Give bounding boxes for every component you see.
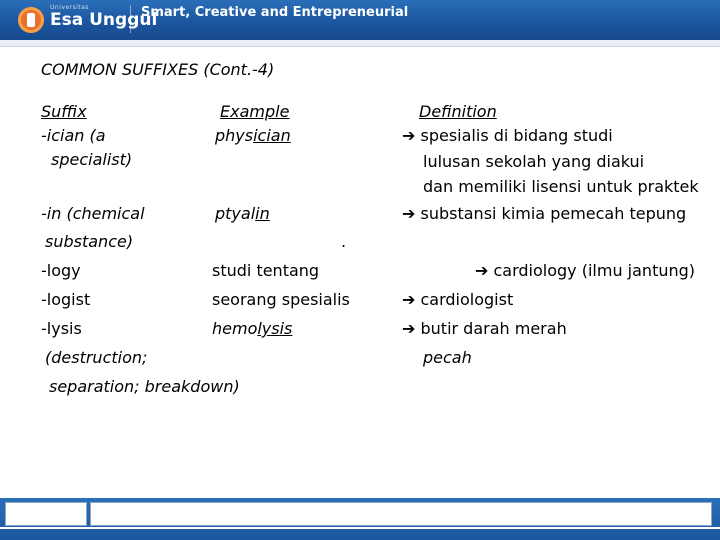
- suffix-ician-meaning: specialist): [51, 150, 133, 169]
- university-logo-icon: [18, 7, 44, 33]
- definition-lysis: ➔ butir darah merah: [402, 319, 567, 338]
- arrow-right-icon: ➔: [475, 261, 489, 280]
- example-ptyalin-dot: .: [341, 232, 347, 251]
- logo-subtext: Universitas: [50, 4, 90, 11]
- example-hemolysis: hemolysis: [212, 319, 293, 338]
- example-logist: seorang spesialis: [212, 290, 350, 309]
- tagline: Smart, Creative and Entrepreneurial: [141, 5, 409, 20]
- example-ptyalin: ptyalin: [215, 204, 270, 223]
- definition-logist: ➔ cardiologist: [402, 290, 514, 309]
- example-physician: physician: [215, 126, 291, 145]
- arrow-right-icon: ➔: [402, 204, 416, 223]
- definition-logy: ➔ cardiology (ilmu jantung): [475, 261, 696, 280]
- suffix-logist: -logist: [41, 290, 91, 309]
- header-stripe: [0, 40, 720, 47]
- suffix-lysis: -lysis: [41, 319, 82, 338]
- footer-divider: [0, 527, 720, 529]
- footer-panel: [90, 502, 712, 526]
- definition-in: ➔ substansi kimia pemecah tepung: [402, 204, 687, 223]
- suffix-in: -in (chemical: [41, 204, 145, 223]
- arrow-right-icon: ➔: [402, 319, 416, 338]
- definition-ician-line2: lulusan sekolah yang diakui: [423, 152, 645, 171]
- suffix-logy: -logy: [41, 261, 81, 280]
- column-header-definition: Definition: [419, 102, 497, 121]
- column-header-suffix: Suffix: [41, 102, 87, 121]
- suffix-lysis-meaning-line2: separation; breakdown): [49, 377, 240, 396]
- suffix-lysis-meaning: (destruction;: [45, 348, 148, 367]
- slide-title: COMMON SUFFIXES (Cont.-4): [41, 60, 275, 79]
- definition-ician: ➔ spesialis di bidang studi: [402, 126, 613, 145]
- definition-lysis-line2: pecah: [423, 348, 472, 367]
- logo-text: Esa Unggul: [50, 10, 158, 30]
- header-bar: [0, 0, 720, 40]
- column-header-example: Example: [220, 102, 290, 121]
- suffix-ician: -ician (a: [41, 126, 106, 145]
- suffix-in-meaning: substance): [45, 232, 134, 251]
- footer-left-panel: [5, 502, 87, 526]
- example-logy: studi tentang: [212, 261, 320, 280]
- definition-ician-line3: dan memiliki lisensi untuk praktek: [423, 177, 699, 196]
- arrow-right-icon: ➔: [402, 126, 416, 145]
- arrow-right-icon: ➔: [402, 290, 416, 309]
- header-divider: [130, 5, 131, 33]
